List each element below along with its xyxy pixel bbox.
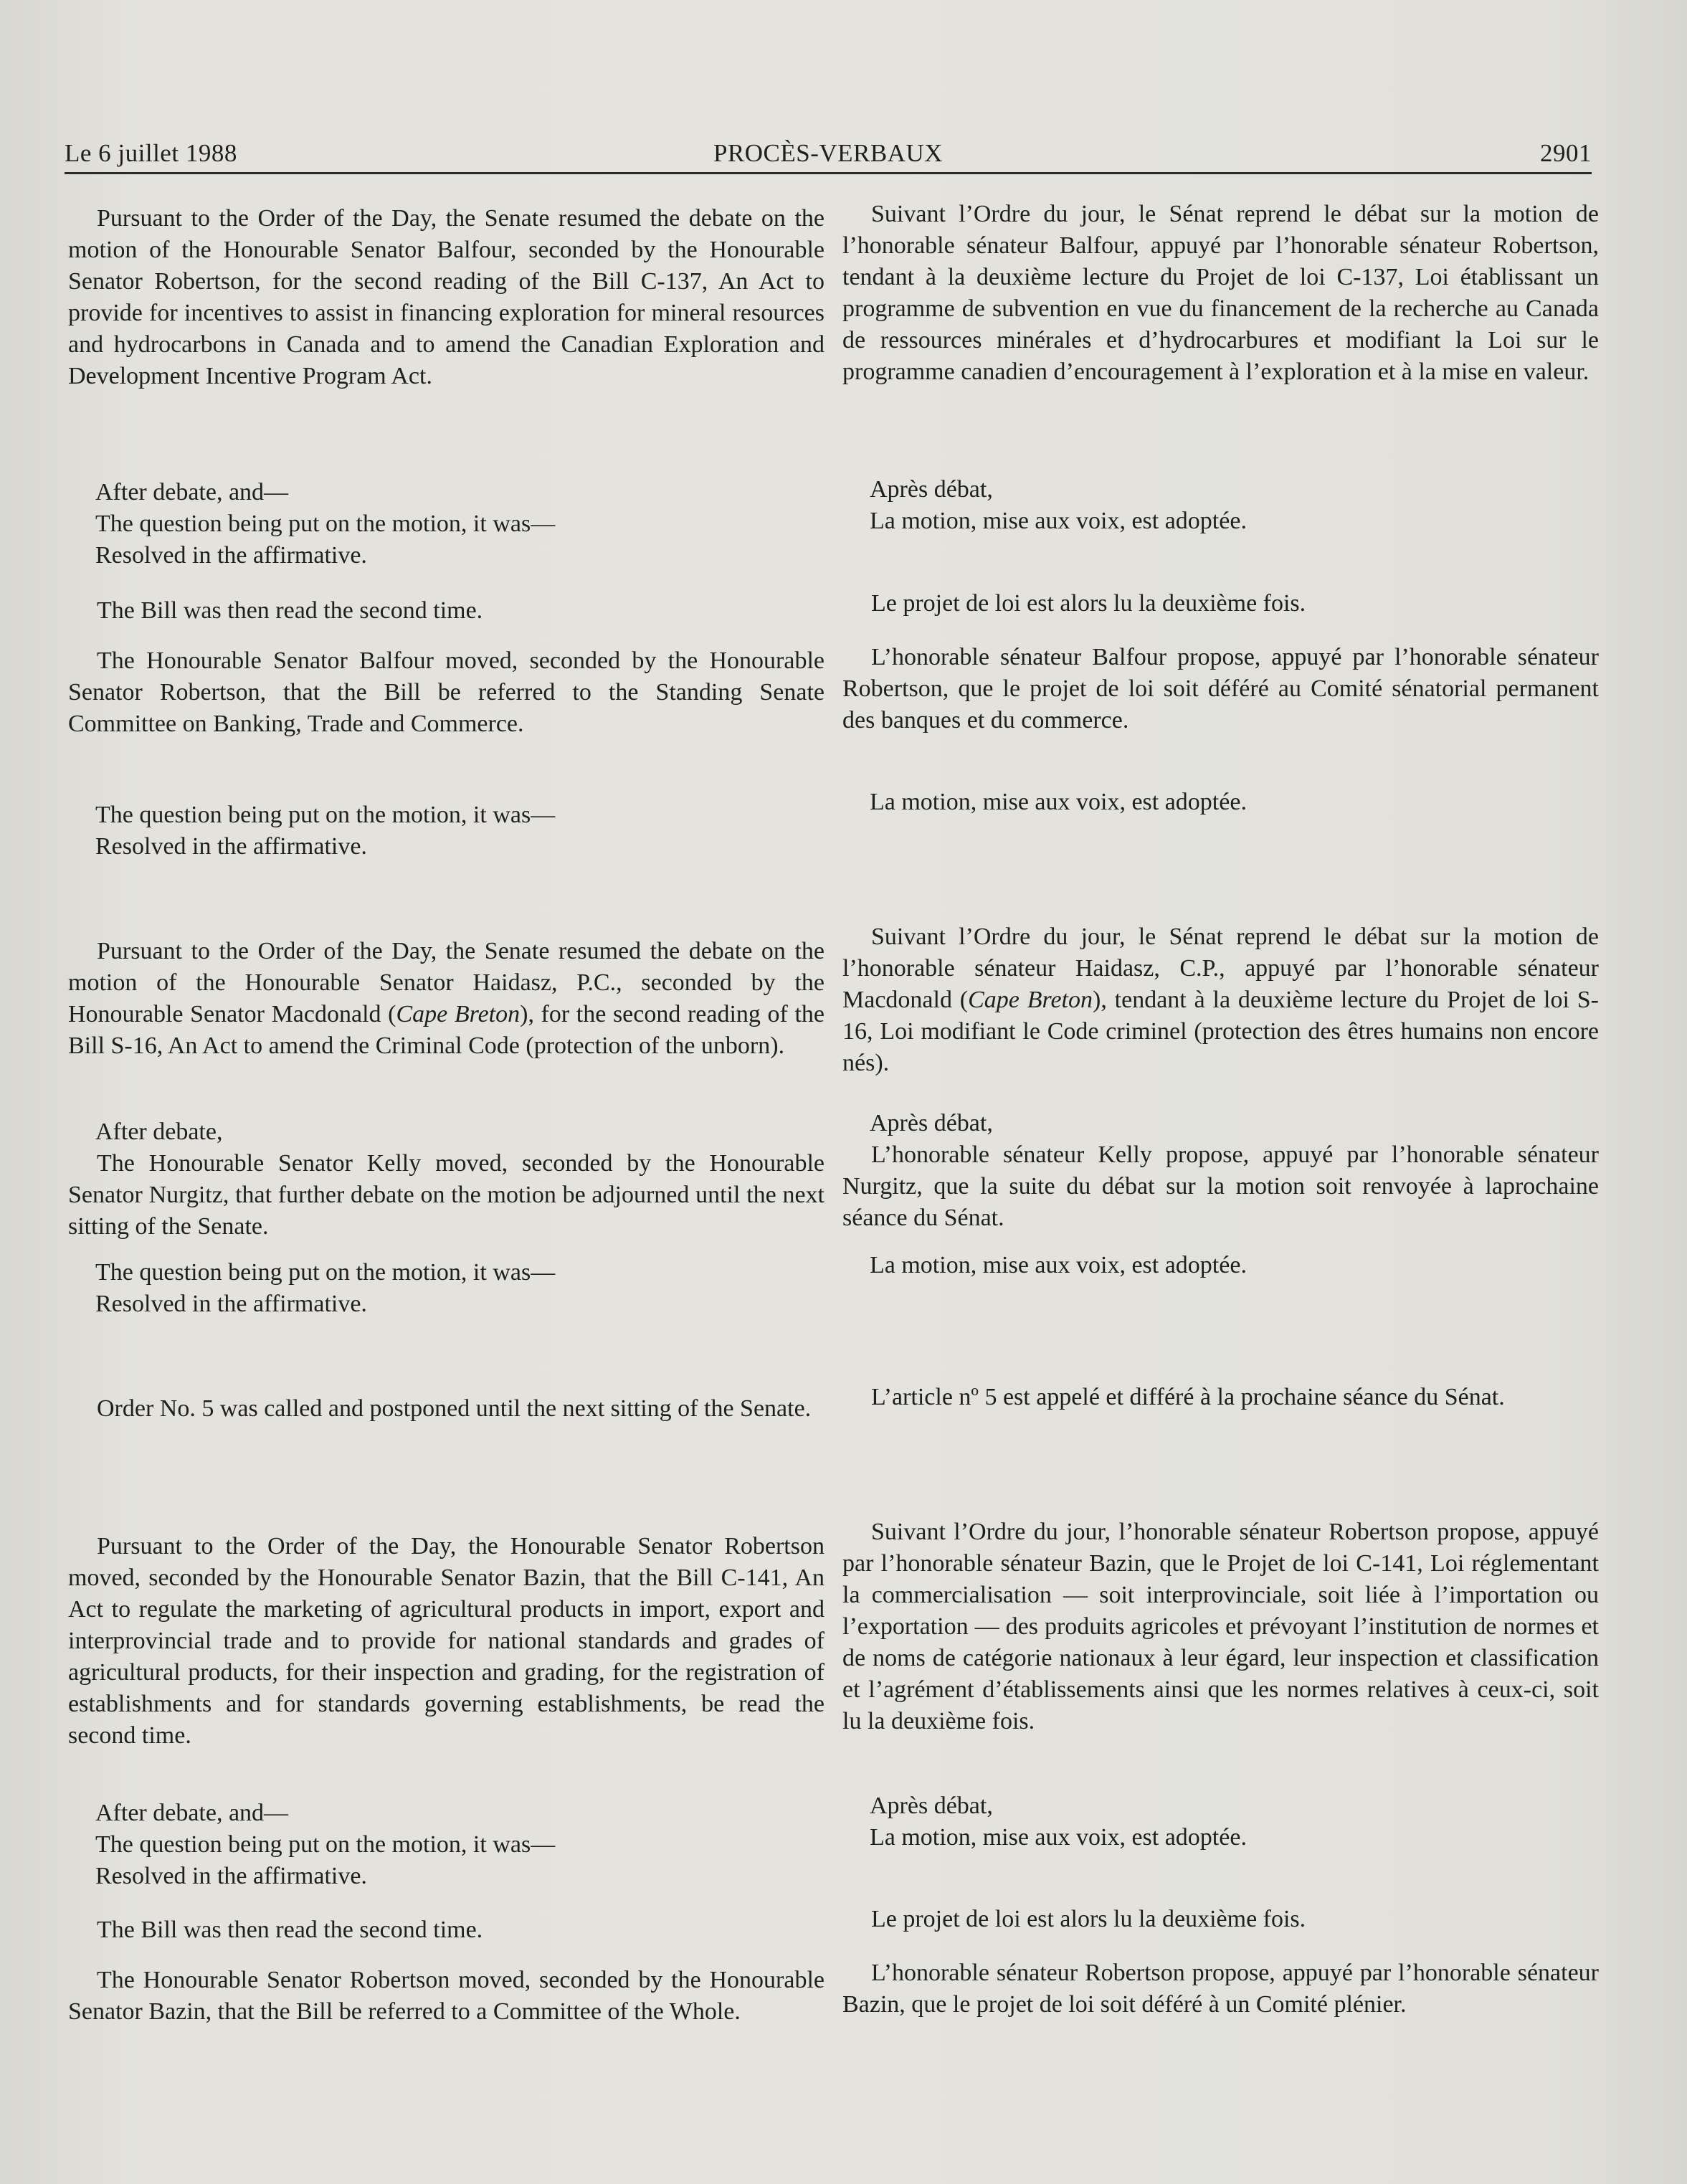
paragraph xyxy=(842,921,1599,1079)
paragraph: Pursuant to the Order of the Day, the Senate resumed the debate on the motion of the Honourable Senator Balfour, seconded by the Honourable Senator Robertson, for the second reading of the Bill C-137, An Act to provide for incentives to assist in financing exploration for mineral resources and hydrocarbons in Canada and to amend the Canadian Exploration and Development Incentive Program Act. xyxy=(68,205,825,389)
text-line: The question being put on the motion, it was— xyxy=(95,1831,556,1858)
vote-lines xyxy=(68,477,825,571)
vote-lines xyxy=(842,474,1599,537)
text-line: After debate, and— xyxy=(95,479,289,505)
italic-text: Cape Breton xyxy=(968,987,1093,1013)
text-line: After debate, and— xyxy=(95,1800,289,1826)
text-line: Resolved in the affirmative. xyxy=(95,542,367,569)
vote-lines xyxy=(68,799,825,863)
text-run: Suivant l’Ordre du jour, le Sénat reprend le débat sur la motion de l’honorable sénateur Haidasz, C.P., appuyé par l’honorable sénateur Macdonald ( xyxy=(842,924,1599,1013)
paragraph: The Honourable Senator Balfour moved, seconded by the Honourable Senator Robertson, that the Bill be referred to the Standing Senate Committee on Banking, Trade and Commerce. xyxy=(68,647,825,737)
vote-lines xyxy=(842,787,1599,818)
paragraph: Le projet de loi est alors lu la deuxième fois. xyxy=(871,1906,1306,1932)
vote-lines xyxy=(68,1257,825,1320)
text-line: The question being put on the motion, it was— xyxy=(95,802,556,828)
text-run: ), tendant à la deuxième lecture du Projet de loi S-16, Loi modifiant le Code criminel (protection des êtres humains non encore nés). xyxy=(842,987,1600,1076)
page-number: 2901 xyxy=(1540,139,1592,167)
paragraph xyxy=(68,936,825,1062)
text-line: La motion, mise aux voix, est adoptée. xyxy=(870,1824,1247,1851)
text-run: ), for the second reading of the Bill S-16, An Act to amend the Criminal Code (protection of the unborn). xyxy=(68,1001,825,1059)
header-date: Le 6 juillet 1988 xyxy=(65,139,237,167)
paragraph: Pursuant to the Order of the Day, the Honourable Senator Robertson moved, seconded by the Honourable Senator Bazin, that the Bill C-141, An Act to regulate the marketing of agricultural products in import, export and interprovincial trade and to provide for national standards and grades of agricultural products, for their inspection and grading, for the registration of establishments and for standards governing establishments, be read the second time. xyxy=(68,1533,825,1749)
text-line: Après débat, xyxy=(870,1110,993,1136)
paragraph: The Honourable Senator Kelly moved, seconded by the Honourable Senator Nurgitz, that further debate on the motion be adjourned until the next sitting of the Senate. xyxy=(68,1150,825,1240)
text-line: Après débat, xyxy=(870,476,993,503)
paragraph: L’article nº 5 est appelé et différé à la prochaine séance du Sénat. xyxy=(871,1384,1505,1410)
text-run: Pursuant to the Order of the Day, the Senate resumed the debate on the motion of the Honourable Senator Haidasz, P.C., seconded by the Honourable Senator Macdonald ( xyxy=(68,938,825,1027)
header-title: PROCÈS-VERBAUX xyxy=(713,139,944,167)
vote-lines xyxy=(842,1790,1599,1853)
italic-text: Cape Breton xyxy=(396,1001,521,1027)
paragraph: The Bill was then read the second time. xyxy=(97,1917,483,1943)
text-line: Resolved in the affirmative. xyxy=(95,833,367,860)
paragraph: Le projet de loi est alors lu la deuxième fois. xyxy=(871,590,1306,617)
text-line: After debate, xyxy=(95,1119,223,1145)
paragraph: Suivant l’Ordre du jour, l’honorable sénateur Robertson propose, appuyé par l’honorable sénateur Bazin, que le Projet de loi C-141, Loi réglementant la commercialisation — soit interprovinciale, soit liée à l’importation ou l’exportation — des produits agricoles et prévoyant l’institution de normes et de noms de catégorie nationaux à leur égard, leur inspection et classification et l’agrément d’établissements ainsi que les normes relatives à ceux-ci, soit lu la deuxième fois. xyxy=(842,1519,1599,1734)
paragraph: Order No. 5 was called and postponed until the next sitting of the Senate. xyxy=(97,1395,812,1422)
debate-line xyxy=(68,1116,825,1148)
paragraph: L’honorable sénateur Balfour propose, appuyé par l’honorable sénateur Robertson, que le projet de loi soit déféré au Comité sénatorial permanent des banques et du commerce. xyxy=(842,644,1599,733)
paragraph: L’honorable sénateur Kelly propose, appuyé par l’honorable sénateur Nurgitz, que la suite du débat sur la motion soit renvoyée à laprochaine séance du Sénat. xyxy=(842,1141,1599,1231)
debate-line xyxy=(842,1108,1599,1139)
text-line: La motion, mise aux voix, est adoptée. xyxy=(870,789,1247,815)
text-line: The question being put on the motion, it was— xyxy=(95,511,556,537)
text-line: The question being put on the motion, it was— xyxy=(95,1259,556,1286)
paragraph: The Bill was then read the second time. xyxy=(97,597,483,624)
running-header xyxy=(65,122,1592,174)
text-line: Resolved in the affirmative. xyxy=(95,1291,367,1317)
text-line: Après débat, xyxy=(870,1793,993,1819)
paragraph: Suivant l’Ordre du jour, le Sénat reprend le débat sur la motion de l’honorable sénateur Balfour, appuyé par l’honorable sénateur Robertson, tendant à la deuxième lecture du Projet de loi C-137, Loi établissant un programme de subvention en vue du financement de la recherche au Canada de ressources minérales et d’hydrocarbures et modifiant la Loi sur le programme canadien d’encouragement à l’exploration et à la mise en valeur. xyxy=(842,201,1599,385)
paragraph: L’honorable sénateur Robertson propose, appuyé par l’honorable sénateur Bazin, que le projet de loi soit déféré à un Comité plénier. xyxy=(842,1960,1599,2018)
vote-lines xyxy=(842,1250,1599,1281)
text-line: Resolved in the affirmative. xyxy=(95,1863,367,1889)
text-line: La motion, mise aux voix, est adoptée. xyxy=(870,508,1247,534)
paragraph: The Honourable Senator Robertson moved, seconded by the Honourable Senator Bazin, that the Bill be referred to a Committee of the Whole. xyxy=(68,1967,825,2025)
text-line: La motion, mise aux voix, est adoptée. xyxy=(870,1252,1247,1278)
vote-lines xyxy=(68,1798,825,1892)
